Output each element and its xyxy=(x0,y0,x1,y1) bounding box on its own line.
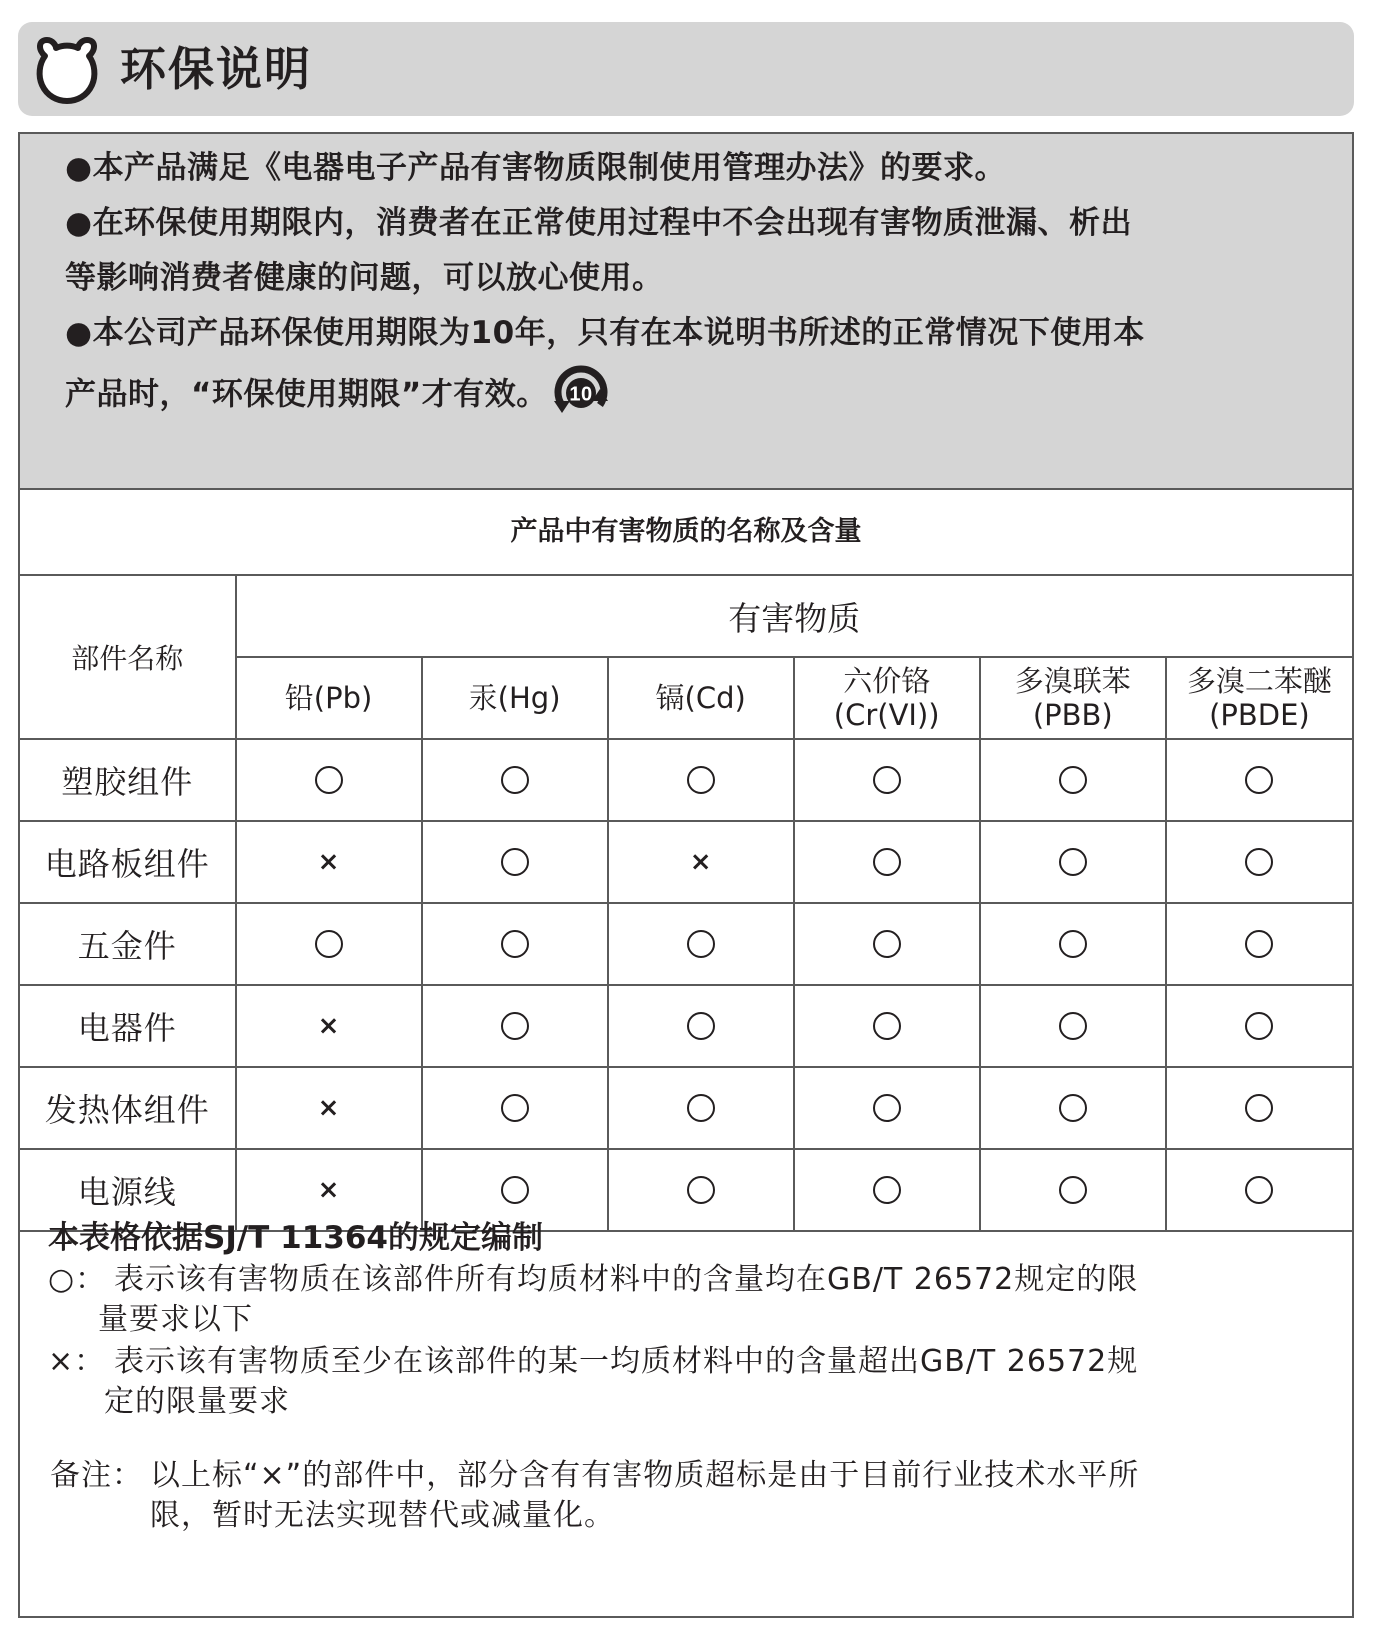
part-name-cell: 电器件 xyxy=(20,985,236,1067)
circle-icon xyxy=(1059,1012,1087,1040)
substance-header: 多溴二苯醚 (PBDE) xyxy=(1166,657,1352,739)
substance-cell xyxy=(1166,739,1352,821)
table-caption: 产品中有害物质的名称及含量 xyxy=(20,490,1352,576)
bullet-icon: ● xyxy=(65,315,93,351)
notes-heading: 本表格依据SJ/T 11364的规定编制 xyxy=(48,1220,543,1256)
substance-header: 镉(Cd) xyxy=(608,657,794,739)
substance-cell xyxy=(422,1067,608,1149)
substance-cell xyxy=(980,985,1166,1067)
remark-label: 备注： xyxy=(50,1458,143,1493)
substance-cell xyxy=(608,821,794,903)
substance-cell xyxy=(236,1067,422,1149)
substance-cell xyxy=(608,903,794,985)
circle-icon: ○： xyxy=(48,1262,107,1297)
substance-cell xyxy=(980,903,1166,985)
substance-cell xyxy=(794,821,980,903)
substance-cell xyxy=(794,985,980,1067)
table-row xyxy=(20,903,1352,985)
circle-icon xyxy=(873,1176,901,1204)
note-x: ×： 表示该有害物质至少在该部件的某一均质材料中的含量超出GB/T 26572规 定的限量要求 xyxy=(48,1344,1139,1419)
content-frame xyxy=(18,132,1354,1618)
substance-cell xyxy=(608,739,794,821)
circle-icon xyxy=(1245,930,1273,958)
circle-icon xyxy=(315,766,343,794)
substance-cell xyxy=(422,739,608,821)
table-row xyxy=(20,739,1352,821)
substance-cell xyxy=(794,739,980,821)
remark: 备注： 以上标“×”的部件中，部分含有有害物质超标是由于目前行业技术水平所 限，暂时无法实现替代或减量化。 xyxy=(50,1458,1140,1533)
hazardous-substance-table xyxy=(20,576,1352,1232)
circle-icon xyxy=(1059,848,1087,876)
circle-icon xyxy=(501,848,529,876)
epup-10-year-icon xyxy=(550,365,612,421)
circle-icon xyxy=(501,1176,529,1204)
intro-line: ●本产品满足《电器电子产品有害物质限制使用管理办法》的要求。 xyxy=(65,150,1007,186)
table-row xyxy=(20,821,1352,903)
bear-head-icon xyxy=(32,34,102,104)
circle-icon xyxy=(873,766,901,794)
substance-cell xyxy=(1166,985,1352,1067)
bullet-icon: ● xyxy=(65,150,93,186)
substance-cell xyxy=(236,903,422,985)
substance-header: 铅(Pb) xyxy=(236,657,422,739)
circle-icon xyxy=(873,1012,901,1040)
substance-cell xyxy=(422,821,608,903)
part-name-cell: 塑胶组件 xyxy=(20,739,236,821)
intro-panel xyxy=(20,134,1352,490)
circle-icon xyxy=(1245,766,1273,794)
substance-header: 多溴联苯 (PBB) xyxy=(980,657,1166,739)
intro-line: ●在环保使用期限内，消费者在正常使用过程中不会出现有害物质泄漏、析出 xyxy=(65,205,1133,241)
svg-text:10: 10 xyxy=(569,383,593,406)
intro-line: 等影响消费者健康的问题，可以放心使用。 xyxy=(65,260,664,296)
substance-header: 汞(Hg) xyxy=(422,657,608,739)
circle-icon xyxy=(1059,930,1087,958)
circle-icon xyxy=(1059,1094,1087,1122)
circle-icon xyxy=(501,1094,529,1122)
cross-mark: × xyxy=(689,847,712,877)
bullet-icon: ● xyxy=(65,205,93,241)
circle-icon xyxy=(1245,1176,1273,1204)
part-name-cell: 电源线 xyxy=(20,1149,236,1231)
substance-cell xyxy=(236,985,422,1067)
substance-cell xyxy=(794,1067,980,1149)
substance-cell xyxy=(794,1149,980,1231)
substance-cell xyxy=(980,1067,1166,1149)
circle-icon xyxy=(873,848,901,876)
page-title: 环保说明 xyxy=(120,42,312,96)
circle-icon xyxy=(1059,766,1087,794)
circle-icon xyxy=(501,930,529,958)
substance-cell xyxy=(1166,903,1352,985)
circle-icon xyxy=(501,1012,529,1040)
circle-icon xyxy=(687,1012,715,1040)
substance-cell xyxy=(980,821,1166,903)
substance-cell xyxy=(1166,1067,1352,1149)
intro-line: ●本公司产品环保使用期限为10年，只有在本说明书所述的正常情况下使用本 xyxy=(65,315,1145,351)
substance-cell xyxy=(236,821,422,903)
part-name-cell: 电路板组件 xyxy=(20,821,236,903)
substance-cell xyxy=(608,1149,794,1231)
substance-cell xyxy=(980,739,1166,821)
cross-icon: ×： xyxy=(48,1344,106,1379)
substance-cell xyxy=(1166,1149,1352,1231)
circle-icon xyxy=(687,930,715,958)
cross-mark: × xyxy=(317,847,340,877)
circle-icon xyxy=(687,766,715,794)
substance-cell xyxy=(422,903,608,985)
substance-cell xyxy=(608,1067,794,1149)
note-o: ○： 表示该有害物质在该部件所有均质材料中的含量均在GB/T 26572规定的限 量要求以下 xyxy=(48,1262,1139,1337)
circle-icon xyxy=(315,930,343,958)
circle-icon xyxy=(501,766,529,794)
title-banner xyxy=(18,22,1354,116)
cross-mark: × xyxy=(317,1175,340,1205)
circle-icon xyxy=(1059,1176,1087,1204)
substance-cell xyxy=(794,903,980,985)
substance-cell xyxy=(1166,821,1352,903)
substance-group-header: 有害物质 xyxy=(236,576,1353,657)
circle-icon xyxy=(1245,848,1273,876)
circle-icon xyxy=(873,930,901,958)
substance-cell xyxy=(236,739,422,821)
substance-cell xyxy=(980,1149,1166,1231)
table-row xyxy=(20,985,1352,1067)
substance-header: 六价铬 (Cr(VI)) xyxy=(794,657,980,739)
table-row xyxy=(20,1067,1352,1149)
substance-cell xyxy=(422,985,608,1067)
circle-icon xyxy=(1245,1012,1273,1040)
circle-icon xyxy=(687,1176,715,1204)
part-name-cell: 发热体组件 xyxy=(20,1067,236,1149)
circle-icon xyxy=(873,1094,901,1122)
circle-icon xyxy=(1245,1094,1273,1122)
substance-cell xyxy=(608,985,794,1067)
circle-icon xyxy=(687,1094,715,1122)
intro-line: 产品时，“环保使用期限”才有效。 10 xyxy=(65,368,612,424)
cross-mark: × xyxy=(317,1011,340,1041)
part-name-cell: 五金件 xyxy=(20,903,236,985)
cross-mark: × xyxy=(317,1093,340,1123)
part-name-header: 部件名称 xyxy=(20,576,236,739)
